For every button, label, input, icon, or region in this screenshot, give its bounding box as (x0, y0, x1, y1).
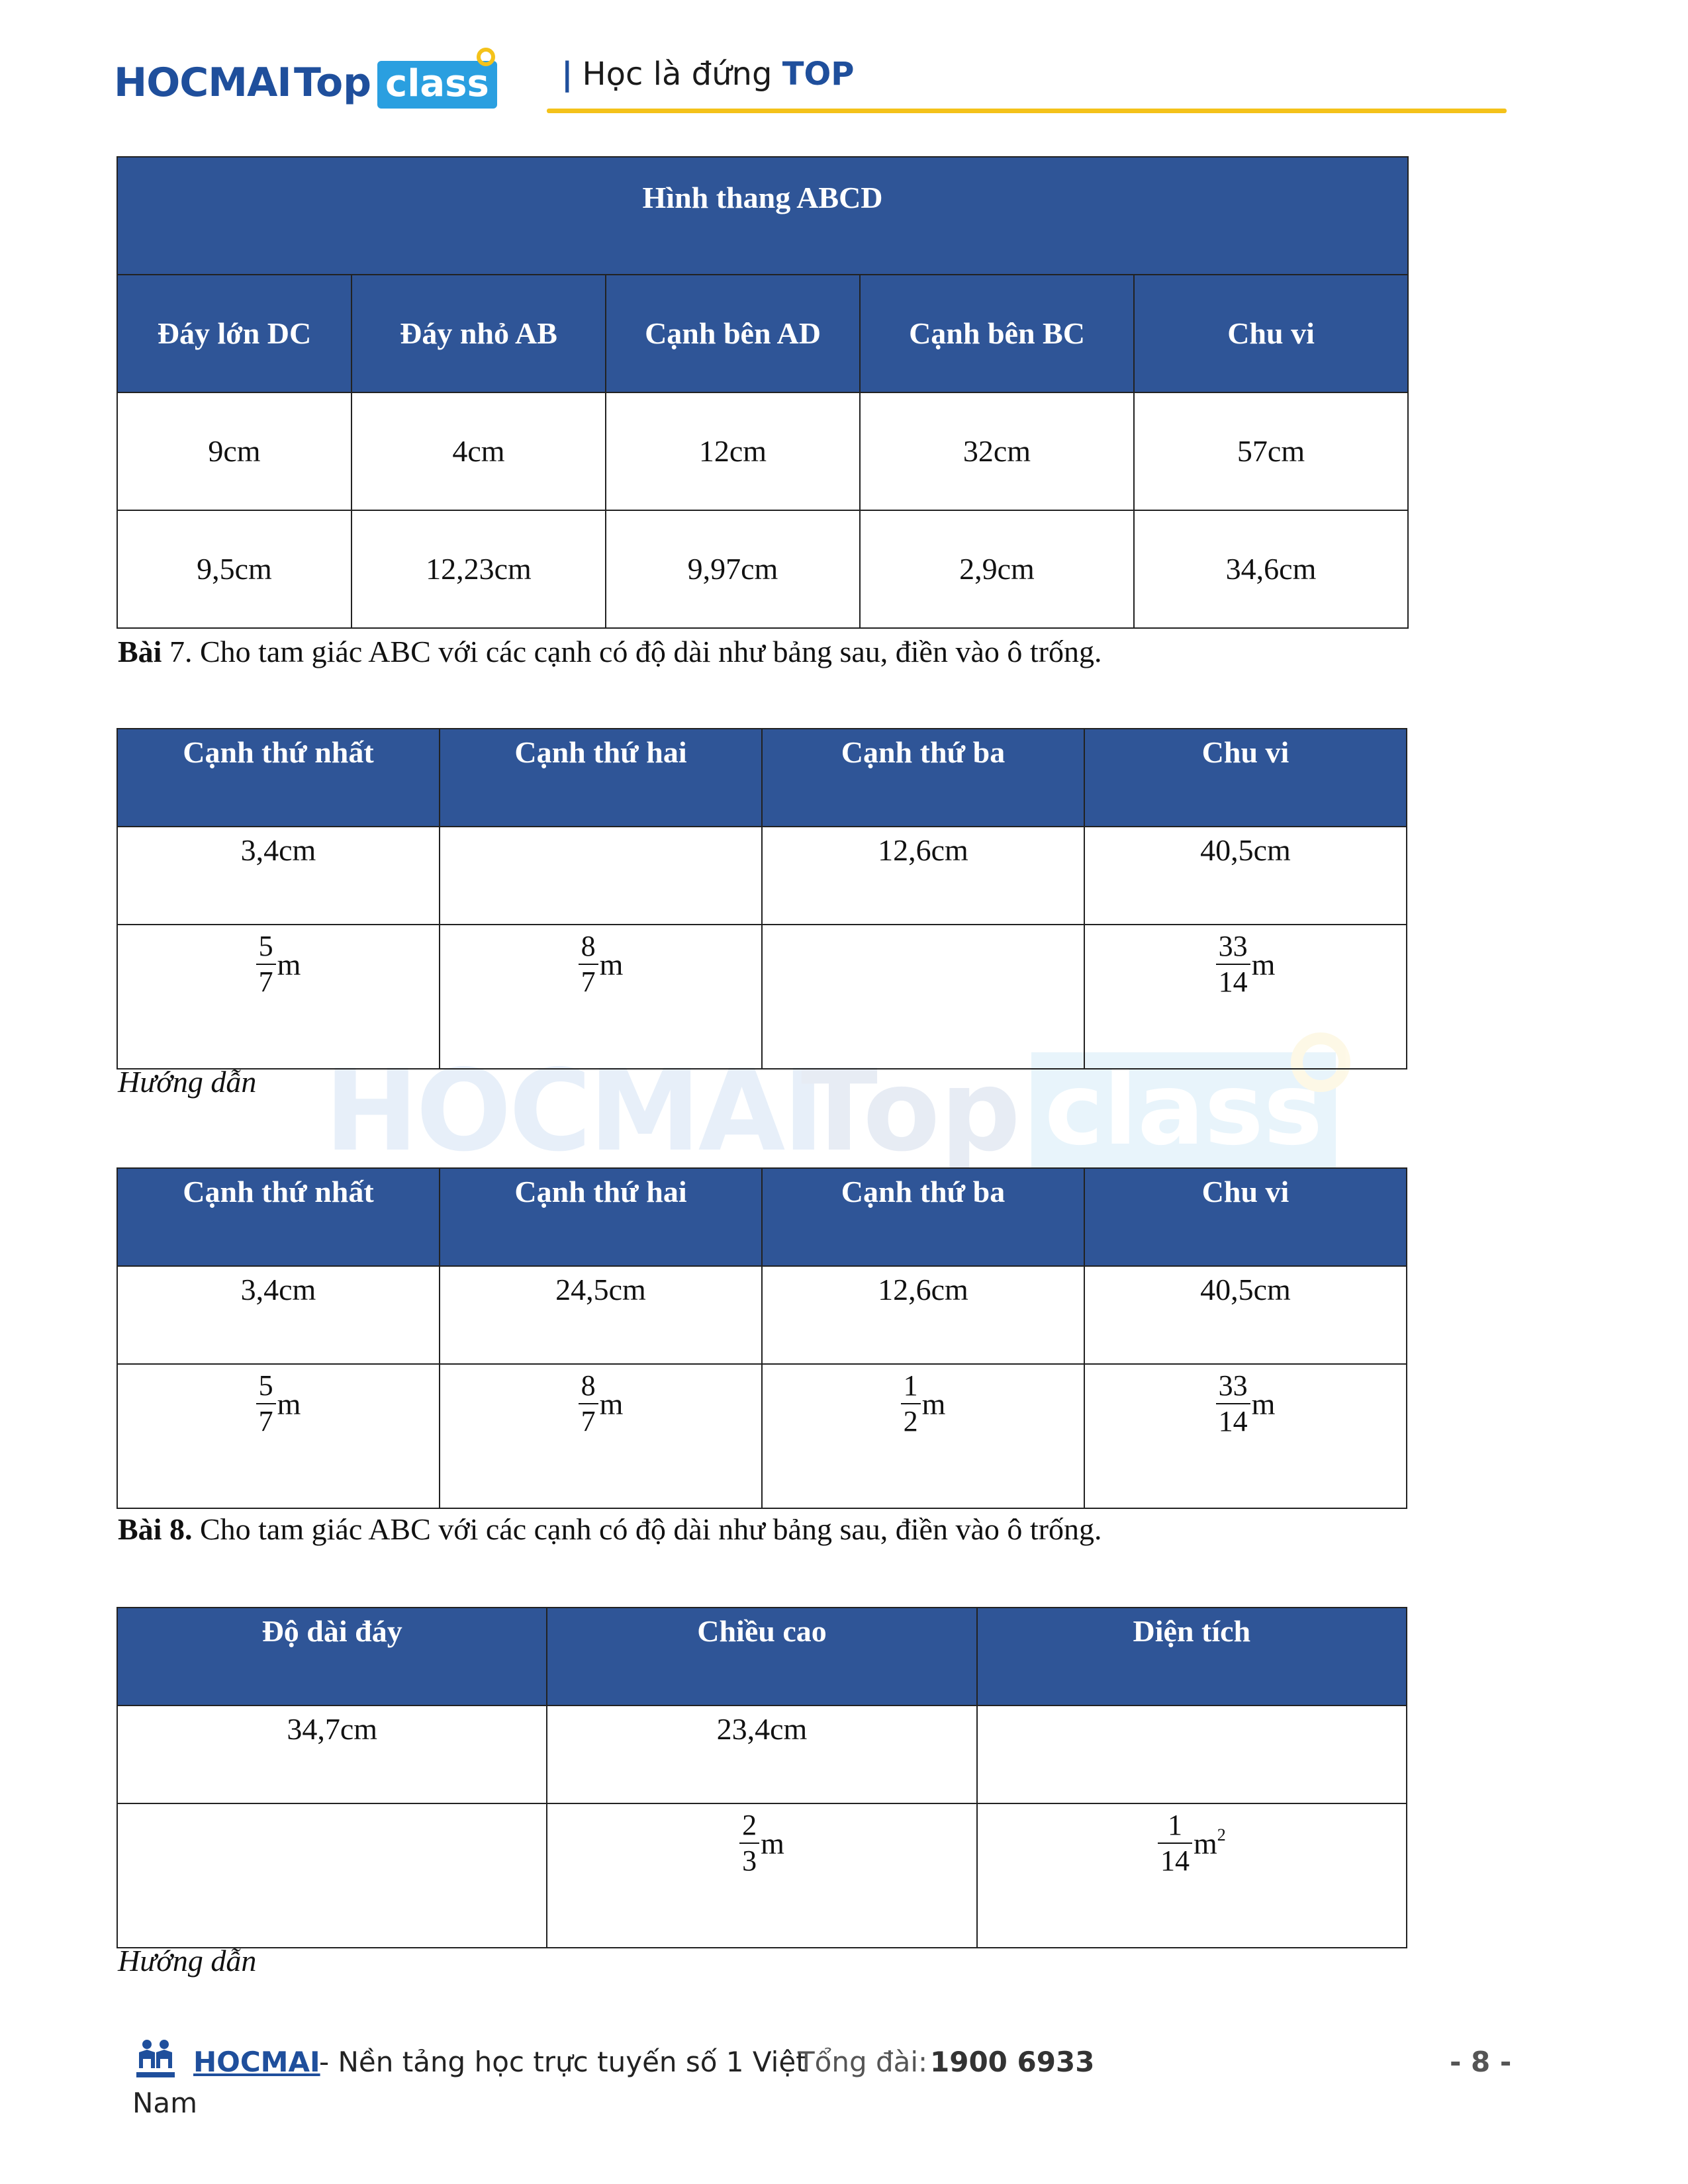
sun-icon (477, 48, 495, 66)
footer-description: - Nền tảng học trực tuyến số 1 Việt (319, 2046, 807, 2078)
table-cell: 9cm (117, 392, 352, 510)
triangle-header: Chu vi (1084, 729, 1407, 827)
hocmai-people-icon (132, 2035, 179, 2081)
unit (1194, 1825, 1226, 1861)
logo-top-text: Top (294, 60, 372, 106)
table-cell: 3,4cm (117, 1266, 440, 1364)
exercise-8-prompt: Cho tam giác ABC với các cạnh có độ dài như bảng sau, điền vào ô trống. (192, 1512, 1102, 1546)
fraction-numerator: 5 (256, 932, 276, 965)
tagline-strong: TOP (782, 56, 855, 93)
fraction-numerator: 5 (256, 1371, 276, 1404)
triangle-header: Cạnh thứ nhất (117, 729, 440, 827)
triangle-answer-table (117, 1167, 1407, 1509)
fraction-numerator: 8 (579, 1371, 598, 1404)
fraction-denominator: 14 (1160, 1844, 1190, 1877)
empty-answer-cell[interactable] (762, 925, 1084, 1069)
fraction (256, 932, 276, 997)
fraction-numerator: 8 (579, 932, 598, 965)
table-cell: 23,4cm (547, 1706, 976, 1803)
triangle-header: Cạnh thứ hai (440, 729, 762, 827)
page-footer (132, 2035, 1523, 2154)
unit: m (761, 1826, 784, 1860)
table-cell (440, 1364, 762, 1508)
table-cell: 9,97cm (606, 510, 860, 628)
table-cell: 57cm (1134, 392, 1408, 510)
table-row (117, 925, 1407, 1069)
table-row (117, 1803, 1407, 1948)
watermark-class: class (1031, 1052, 1336, 1171)
unit: m (277, 947, 301, 981)
fraction-denominator: 3 (742, 1844, 757, 1877)
triangle-question-table (117, 728, 1407, 1069)
area-header: Độ dài đáy (117, 1608, 547, 1706)
fraction-denominator: 7 (258, 1405, 273, 1437)
fraction-denominator: 7 (581, 966, 596, 998)
triangle-header: Cạnh thứ hai (440, 1168, 762, 1266)
trapezoid-title: Hình thang ABCD (117, 157, 1408, 275)
fraction-numerator: 1 (901, 1371, 921, 1404)
table-cell: 12cm (606, 392, 860, 510)
footer-description-continued: Nam (132, 2087, 198, 2119)
fraction-denominator: 2 (903, 1405, 918, 1437)
unit: m (921, 1387, 946, 1421)
exercise-8-text (118, 1512, 1102, 1547)
page-number: - 8 - (1450, 2046, 1512, 2078)
unit-text: m (1193, 1827, 1217, 1860)
table-cell: 40,5cm (1084, 1266, 1407, 1364)
table-cell: 12,6cm (762, 827, 1084, 925)
unit: m (1251, 1387, 1276, 1421)
empty-answer-cell[interactable] (977, 1706, 1407, 1803)
fraction-numerator: 2 (739, 1811, 759, 1844)
triangle-header: Cạnh thứ ba (762, 729, 1084, 827)
watermark-hocmai: HOCMAI (324, 1046, 822, 1177)
table-cell (1084, 1364, 1407, 1508)
exercise-7-number: 7 (162, 635, 185, 668)
trapezoid-header: Chu vi (1134, 275, 1408, 392)
trapezoid-header: Đáy lớn DC (117, 275, 352, 392)
exercise-8-label: Bài 8. (118, 1512, 193, 1546)
table-row (117, 392, 1408, 510)
unit: m (1251, 947, 1276, 981)
area-table (117, 1607, 1407, 1948)
watermark-top: Top (801, 1046, 1021, 1177)
table-cell (977, 1803, 1407, 1948)
fraction (901, 1371, 921, 1436)
table-cell: 2,9cm (860, 510, 1134, 628)
fraction-denominator: 14 (1218, 1405, 1248, 1437)
guide-heading: Hướng dẫn (118, 1944, 257, 1978)
fraction (1216, 932, 1250, 997)
table-cell: 34,6cm (1134, 510, 1408, 628)
table-cell: 12,23cm (352, 510, 606, 628)
table-cell: 32cm (860, 392, 1134, 510)
trapezoid-header: Cạnh bên BC (860, 275, 1134, 392)
triangle-header: Chu vi (1084, 1168, 1407, 1266)
table-cell: 12,6cm (762, 1266, 1084, 1364)
area-header: Diện tích (977, 1608, 1407, 1706)
table-row (117, 510, 1408, 628)
logo-hocmai-text: HOCMAI (114, 60, 291, 106)
triangle-header: Cạnh thứ ba (762, 1168, 1084, 1266)
fraction (1216, 1371, 1250, 1436)
trapezoid-table (117, 156, 1409, 629)
guide-heading: Hướng dẫn (118, 1065, 257, 1099)
exercise-7-text (118, 634, 1102, 669)
unit: m (599, 1387, 624, 1421)
empty-answer-cell[interactable] (440, 827, 762, 925)
footer-hotline: 1900 6933 (930, 2046, 1095, 2078)
unit: m (599, 947, 624, 981)
fraction (256, 1371, 276, 1436)
table-row (117, 1364, 1407, 1508)
tagline-text: Học là đứng (582, 56, 773, 93)
trapezoid-header: Đáy nhỏ AB (352, 275, 606, 392)
table-row (117, 1266, 1407, 1364)
tagline-divider: | (561, 56, 573, 93)
table-cell (1084, 925, 1407, 1069)
fraction (739, 1811, 759, 1876)
table-cell (762, 1364, 1084, 1508)
footer-brand-link[interactable]: HOCMAI (193, 2046, 320, 2078)
logo-class-text: class (377, 61, 497, 109)
header-underline (547, 109, 1507, 113)
table-cell (547, 1803, 976, 1948)
table-cell: 34,7cm (117, 1706, 547, 1803)
unit: m (277, 1387, 301, 1421)
table-cell: 3,4cm (117, 827, 440, 925)
empty-answer-cell[interactable] (117, 1803, 547, 1948)
table-cell: 40,5cm (1084, 827, 1407, 925)
table-cell: 9,5cm (117, 510, 352, 628)
fraction-denominator: 7 (258, 966, 273, 998)
fraction-denominator: 14 (1218, 966, 1248, 998)
fraction (579, 932, 598, 997)
exercise-7-label: Bài (118, 635, 162, 668)
header-tagline (561, 56, 854, 93)
table-row (117, 827, 1407, 925)
table-cell: 4cm (352, 392, 606, 510)
area-header: Chiều cao (547, 1608, 976, 1706)
footer-hotline-label: Tổng đài: (798, 2046, 928, 2078)
fraction-numerator: 33 (1216, 1371, 1250, 1404)
table-cell (440, 925, 762, 1069)
table-cell (117, 1364, 440, 1508)
fraction-numerator: 1 (1158, 1811, 1192, 1844)
table-row (117, 1706, 1407, 1803)
fraction (579, 1371, 598, 1436)
exercise-7-prompt: . Cho tam giác ABC với các cạnh có độ dài như bảng sau, điền vào ô trống. (184, 635, 1102, 668)
unit-exponent: 2 (1217, 1825, 1226, 1844)
fraction-denominator: 7 (581, 1405, 596, 1437)
hocmai-topclass-logo (114, 48, 511, 120)
triangle-header: Cạnh thứ nhất (117, 1168, 440, 1266)
fraction-numerator: 33 (1216, 932, 1250, 965)
trapezoid-header: Cạnh bên AD (606, 275, 860, 392)
table-cell: 24,5cm (440, 1266, 762, 1364)
table-cell (117, 925, 440, 1069)
fraction (1158, 1811, 1192, 1876)
